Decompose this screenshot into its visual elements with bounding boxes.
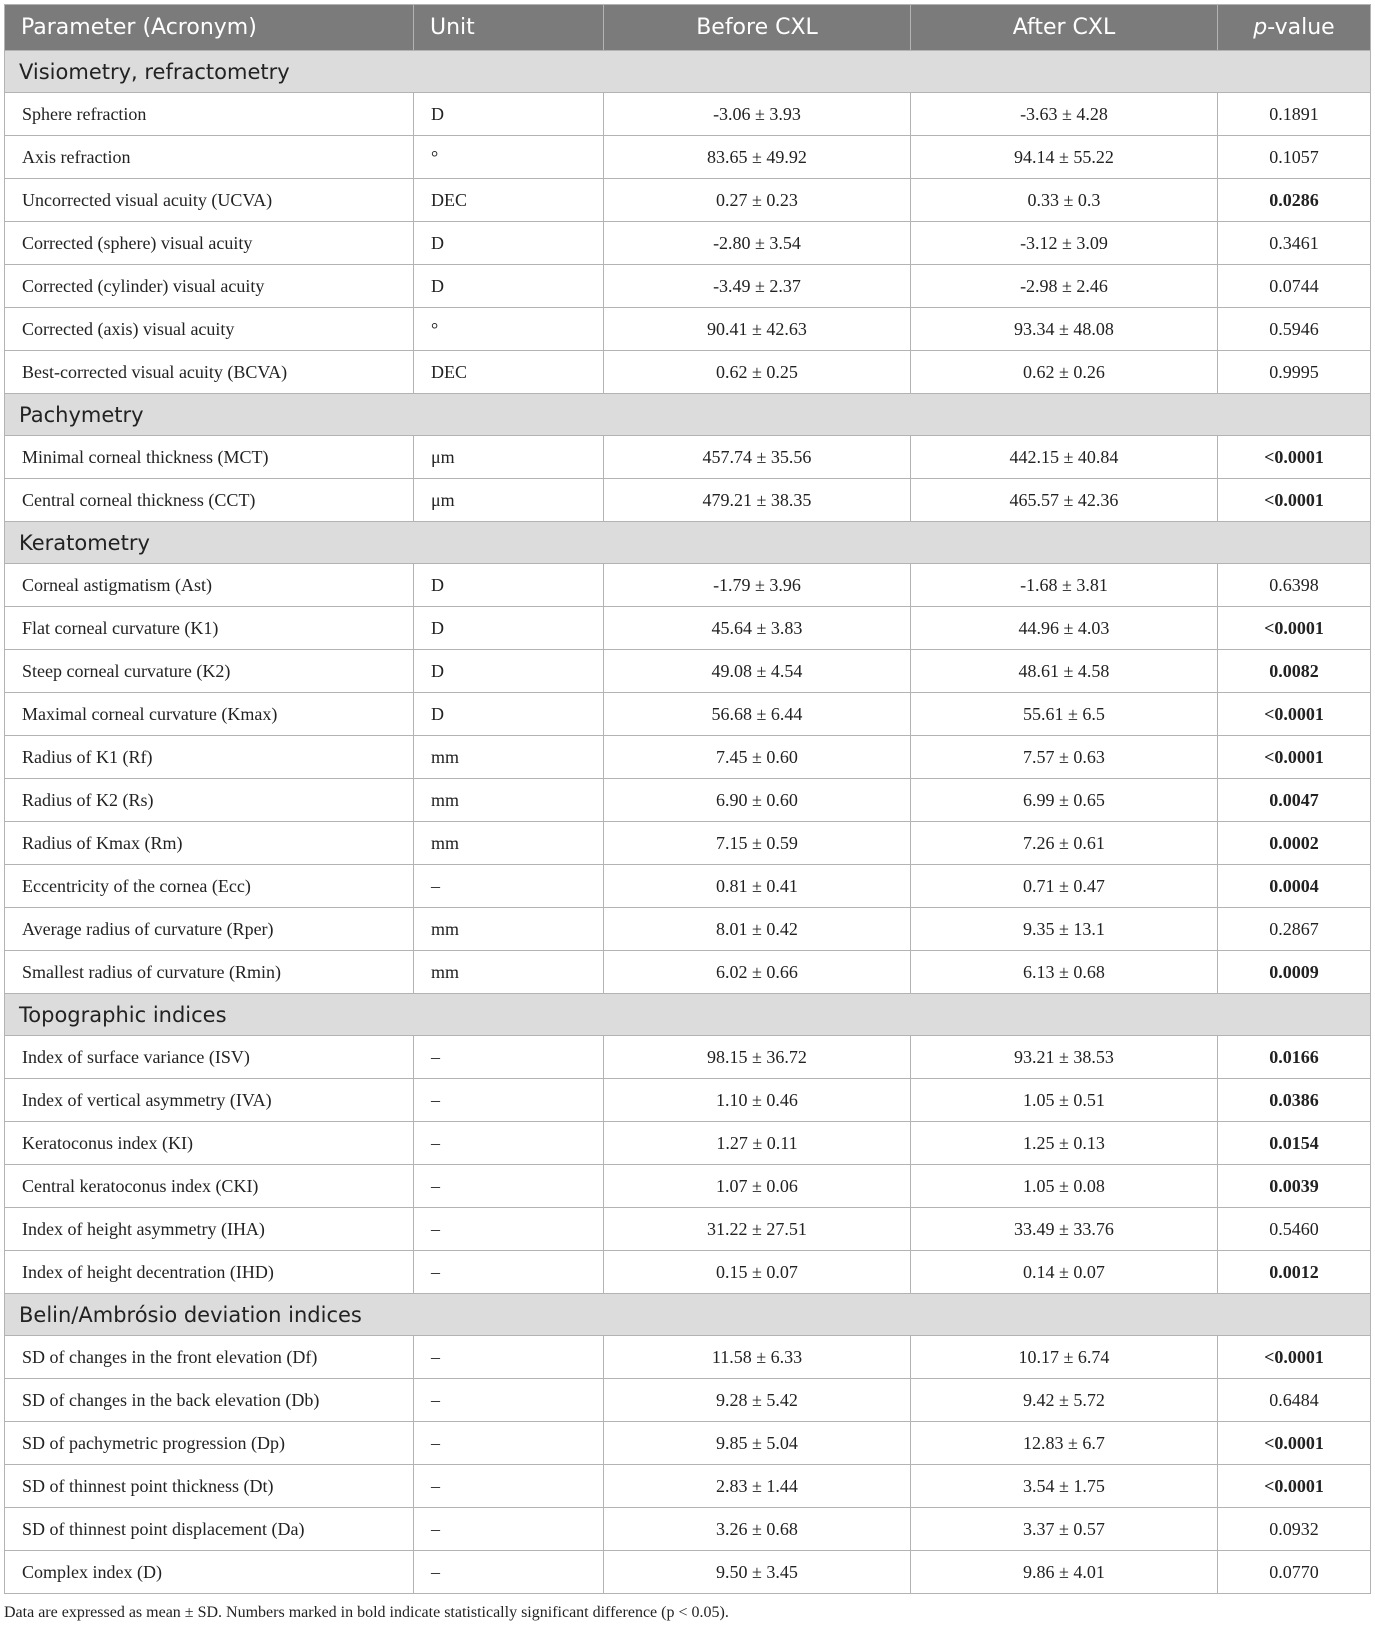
table-row: [5, 1422, 1371, 1465]
results-table: [4, 4, 1371, 1594]
before-cxl-cell: 1.07 ± 0.06: [604, 1165, 911, 1208]
before-cxl-cell: 9.50 ± 3.45: [604, 1551, 911, 1594]
parameter-cell: Central corneal thickness (CCT): [5, 479, 414, 522]
after-cxl-cell: 0.71 ± 0.47: [911, 865, 1218, 908]
unit-cell: –: [414, 1551, 604, 1594]
p-value-cell: 0.0386: [1218, 1079, 1371, 1122]
section-title: Belin/Ambrósio deviation indices: [5, 1294, 1371, 1336]
after-cxl-cell: 10.17 ± 6.74: [911, 1336, 1218, 1379]
table-row: [5, 564, 1371, 607]
p-value-cell: 0.6484: [1218, 1379, 1371, 1422]
after-cxl-cell: 3.54 ± 1.75: [911, 1465, 1218, 1508]
unit-cell: –: [414, 1251, 604, 1294]
parameter-cell: Corrected (cylinder) visual acuity: [5, 265, 414, 308]
parameter-cell: Radius of K1 (Rf): [5, 736, 414, 779]
after-cxl-cell: 12.83 ± 6.7: [911, 1422, 1218, 1465]
parameter-cell: Maximal corneal curvature (Kmax): [5, 693, 414, 736]
p-value-cell: 0.1057: [1218, 136, 1371, 179]
table-row: [5, 1251, 1371, 1294]
before-cxl-cell: 479.21 ± 38.35: [604, 479, 911, 522]
before-cxl-cell: 6.90 ± 0.60: [604, 779, 911, 822]
parameter-cell: Corneal astigmatism (Ast): [5, 564, 414, 607]
table-row: [5, 308, 1371, 351]
before-cxl-cell: 56.68 ± 6.44: [604, 693, 911, 736]
after-cxl-cell: 7.26 ± 0.61: [911, 822, 1218, 865]
p-value-cell: 0.0744: [1218, 265, 1371, 308]
header-p-italic: p: [1253, 15, 1268, 40]
after-cxl-cell: 44.96 ± 4.03: [911, 607, 1218, 650]
unit-cell: –: [414, 1079, 604, 1122]
section-header-row: [5, 394, 1371, 436]
before-cxl-cell: -2.80 ± 3.54: [604, 222, 911, 265]
unit-cell: D: [414, 693, 604, 736]
section-title: Keratometry: [5, 522, 1371, 564]
section-header-row: [5, 51, 1371, 93]
p-value-cell: 0.3461: [1218, 222, 1371, 265]
unit-cell: μm: [414, 479, 604, 522]
p-value-cell: 0.1891: [1218, 93, 1371, 136]
parameter-cell: Radius of Kmax (Rm): [5, 822, 414, 865]
table-row: [5, 693, 1371, 736]
table-row: [5, 1122, 1371, 1165]
parameter-cell: Corrected (axis) visual acuity: [5, 308, 414, 351]
unit-cell: D: [414, 650, 604, 693]
table-row: [5, 607, 1371, 650]
table-body: [5, 51, 1371, 1594]
unit-cell: DEC: [414, 179, 604, 222]
before-cxl-cell: 7.45 ± 0.60: [604, 736, 911, 779]
before-cxl-cell: 90.41 ± 42.63: [604, 308, 911, 351]
unit-cell: –: [414, 1465, 604, 1508]
unit-cell: mm: [414, 736, 604, 779]
unit-cell: –: [414, 1122, 604, 1165]
section-header-row: [5, 1294, 1371, 1336]
after-cxl-cell: -2.98 ± 2.46: [911, 265, 1218, 308]
table-row: [5, 908, 1371, 951]
unit-cell: μm: [414, 436, 604, 479]
table-row: [5, 1079, 1371, 1122]
after-cxl-cell: -1.68 ± 3.81: [911, 564, 1218, 607]
parameter-cell: SD of changes in the front elevation (Df): [5, 1336, 414, 1379]
table-row: [5, 179, 1371, 222]
parameter-cell: Best-corrected visual acuity (BCVA): [5, 351, 414, 394]
parameter-cell: Axis refraction: [5, 136, 414, 179]
parameter-cell: Index of height decentration (IHD): [5, 1251, 414, 1294]
header-p-value: [1218, 5, 1371, 51]
before-cxl-cell: 457.74 ± 35.56: [604, 436, 911, 479]
section-header-row: [5, 994, 1371, 1036]
before-cxl-cell: 9.28 ± 5.42: [604, 1379, 911, 1422]
table-footnote: Data are expressed as mean ± SD. Numbers marked in bold indicate statistically significant difference (p < 0.05).: [4, 1604, 729, 1621]
before-cxl-cell: -3.06 ± 3.93: [604, 93, 911, 136]
unit-cell: °: [414, 136, 604, 179]
p-value-cell: 0.0166: [1218, 1036, 1371, 1079]
table-row: [5, 736, 1371, 779]
before-cxl-cell: 2.83 ± 1.44: [604, 1465, 911, 1508]
before-cxl-cell: 0.81 ± 0.41: [604, 865, 911, 908]
p-value-cell: 0.0009: [1218, 951, 1371, 994]
table-row: [5, 222, 1371, 265]
parameter-cell: Sphere refraction: [5, 93, 414, 136]
before-cxl-cell: 11.58 ± 6.33: [604, 1336, 911, 1379]
table-row: [5, 1508, 1371, 1551]
p-value-cell: 0.0154: [1218, 1122, 1371, 1165]
after-cxl-cell: 6.99 ± 0.65: [911, 779, 1218, 822]
unit-cell: –: [414, 1508, 604, 1551]
table-row: [5, 479, 1371, 522]
before-cxl-cell: -3.49 ± 2.37: [604, 265, 911, 308]
p-value-cell: <0.0001: [1218, 607, 1371, 650]
before-cxl-cell: 0.62 ± 0.25: [604, 351, 911, 394]
header-before-cxl: Before CXL: [604, 5, 911, 51]
unit-cell: –: [414, 1422, 604, 1465]
unit-cell: D: [414, 564, 604, 607]
parameter-cell: Average radius of curvature (Rper): [5, 908, 414, 951]
parameter-cell: Steep corneal curvature (K2): [5, 650, 414, 693]
before-cxl-cell: 0.15 ± 0.07: [604, 1251, 911, 1294]
unit-cell: –: [414, 1036, 604, 1079]
after-cxl-cell: 1.05 ± 0.08: [911, 1165, 1218, 1208]
table-row: [5, 436, 1371, 479]
table-row: [5, 1165, 1371, 1208]
parameter-cell: SD of thinnest point displacement (Da): [5, 1508, 414, 1551]
unit-cell: mm: [414, 908, 604, 951]
parameter-cell: Smallest radius of curvature (Rmin): [5, 951, 414, 994]
parameter-cell: Corrected (sphere) visual acuity: [5, 222, 414, 265]
after-cxl-cell: 0.14 ± 0.07: [911, 1251, 1218, 1294]
p-value-cell: 0.0770: [1218, 1551, 1371, 1594]
p-value-cell: 0.0047: [1218, 779, 1371, 822]
after-cxl-cell: 0.62 ± 0.26: [911, 351, 1218, 394]
before-cxl-cell: 9.85 ± 5.04: [604, 1422, 911, 1465]
p-value-cell: <0.0001: [1218, 1422, 1371, 1465]
p-value-cell: 0.0012: [1218, 1251, 1371, 1294]
parameter-cell: Central keratoconus index (CKI): [5, 1165, 414, 1208]
table-row: [5, 1551, 1371, 1594]
before-cxl-cell: 1.27 ± 0.11: [604, 1122, 911, 1165]
table-row: [5, 865, 1371, 908]
parameter-cell: Flat corneal curvature (K1): [5, 607, 414, 650]
after-cxl-cell: 93.21 ± 38.53: [911, 1036, 1218, 1079]
after-cxl-cell: -3.63 ± 4.28: [911, 93, 1218, 136]
p-value-cell: 0.6398: [1218, 564, 1371, 607]
p-value-cell: <0.0001: [1218, 1336, 1371, 1379]
after-cxl-cell: -3.12 ± 3.09: [911, 222, 1218, 265]
section-title: Pachymetry: [5, 394, 1371, 436]
table-row: [5, 650, 1371, 693]
unit-cell: –: [414, 1379, 604, 1422]
parameter-cell: Index of surface variance (ISV): [5, 1036, 414, 1079]
before-cxl-cell: -1.79 ± 3.96: [604, 564, 911, 607]
parameter-cell: Index of vertical asymmetry (IVA): [5, 1079, 414, 1122]
before-cxl-cell: 8.01 ± 0.42: [604, 908, 911, 951]
section-header-row: [5, 522, 1371, 564]
unit-cell: mm: [414, 779, 604, 822]
p-value-cell: 0.9995: [1218, 351, 1371, 394]
parameter-cell: Complex index (D): [5, 1551, 414, 1594]
unit-cell: –: [414, 1208, 604, 1251]
unit-cell: D: [414, 265, 604, 308]
table-row: [5, 822, 1371, 865]
unit-cell: mm: [414, 822, 604, 865]
table-row: [5, 1208, 1371, 1251]
p-value-cell: 0.0004: [1218, 865, 1371, 908]
after-cxl-cell: 442.15 ± 40.84: [911, 436, 1218, 479]
unit-cell: D: [414, 607, 604, 650]
p-value-cell: 0.0082: [1218, 650, 1371, 693]
parameter-cell: Eccentricity of the cornea (Ecc): [5, 865, 414, 908]
p-value-cell: 0.0932: [1218, 1508, 1371, 1551]
parameter-cell: Uncorrected visual acuity (UCVA): [5, 179, 414, 222]
after-cxl-cell: 9.42 ± 5.72: [911, 1379, 1218, 1422]
after-cxl-cell: 1.05 ± 0.51: [911, 1079, 1218, 1122]
table-row: [5, 951, 1371, 994]
p-value-cell: 0.0039: [1218, 1165, 1371, 1208]
table-row: [5, 1379, 1371, 1422]
table-row: [5, 1036, 1371, 1079]
table-row: [5, 351, 1371, 394]
header-unit: Unit: [414, 5, 604, 51]
unit-cell: D: [414, 222, 604, 265]
p-value-cell: 0.0002: [1218, 822, 1371, 865]
p-value-cell: <0.0001: [1218, 736, 1371, 779]
before-cxl-cell: 49.08 ± 4.54: [604, 650, 911, 693]
table-row: [5, 93, 1371, 136]
after-cxl-cell: 94.14 ± 55.22: [911, 136, 1218, 179]
unit-cell: –: [414, 1165, 604, 1208]
before-cxl-cell: 0.27 ± 0.23: [604, 179, 911, 222]
after-cxl-cell: 1.25 ± 0.13: [911, 1122, 1218, 1165]
p-value-cell: 0.5460: [1218, 1208, 1371, 1251]
after-cxl-cell: 93.34 ± 48.08: [911, 308, 1218, 351]
after-cxl-cell: 48.61 ± 4.58: [911, 650, 1218, 693]
after-cxl-cell: 6.13 ± 0.68: [911, 951, 1218, 994]
p-value-cell: <0.0001: [1218, 693, 1371, 736]
after-cxl-cell: 7.57 ± 0.63: [911, 736, 1218, 779]
unit-cell: mm: [414, 951, 604, 994]
unit-cell: –: [414, 865, 604, 908]
p-value-cell: <0.0001: [1218, 1465, 1371, 1508]
table-row: [5, 136, 1371, 179]
p-value-cell: 0.0286: [1218, 179, 1371, 222]
parameter-cell: SD of thinnest point thickness (Dt): [5, 1465, 414, 1508]
parameter-cell: Radius of K2 (Rs): [5, 779, 414, 822]
parameter-cell: Minimal corneal thickness (MCT): [5, 436, 414, 479]
before-cxl-cell: 98.15 ± 36.72: [604, 1036, 911, 1079]
table-row: [5, 265, 1371, 308]
before-cxl-cell: 45.64 ± 3.83: [604, 607, 911, 650]
header-parameter: Parameter (Acronym): [5, 5, 414, 51]
unit-cell: D: [414, 93, 604, 136]
p-value-cell: <0.0001: [1218, 479, 1371, 522]
header-p-suffix: -value: [1267, 15, 1335, 40]
after-cxl-cell: 465.57 ± 42.36: [911, 479, 1218, 522]
p-value-cell: <0.0001: [1218, 436, 1371, 479]
parameter-cell: SD of pachymetric progression (Dp): [5, 1422, 414, 1465]
section-title: Topographic indices: [5, 994, 1371, 1036]
before-cxl-cell: 83.65 ± 49.92: [604, 136, 911, 179]
before-cxl-cell: 31.22 ± 27.51: [604, 1208, 911, 1251]
before-cxl-cell: 6.02 ± 0.66: [604, 951, 911, 994]
before-cxl-cell: 3.26 ± 0.68: [604, 1508, 911, 1551]
parameter-cell: SD of changes in the back elevation (Db): [5, 1379, 414, 1422]
after-cxl-cell: 0.33 ± 0.3: [911, 179, 1218, 222]
p-value-cell: 0.2867: [1218, 908, 1371, 951]
after-cxl-cell: 33.49 ± 33.76: [911, 1208, 1218, 1251]
unit-cell: °: [414, 308, 604, 351]
unit-cell: DEC: [414, 351, 604, 394]
unit-cell: –: [414, 1336, 604, 1379]
table-header-row: [5, 5, 1371, 51]
after-cxl-cell: 9.86 ± 4.01: [911, 1551, 1218, 1594]
parameter-cell: Keratoconus index (KI): [5, 1122, 414, 1165]
after-cxl-cell: 55.61 ± 6.5: [911, 693, 1218, 736]
section-title: Visiometry, refractometry: [5, 51, 1371, 93]
table-row: [5, 1336, 1371, 1379]
before-cxl-cell: 7.15 ± 0.59: [604, 822, 911, 865]
parameter-cell: Index of height asymmetry (IHA): [5, 1208, 414, 1251]
p-value-cell: 0.5946: [1218, 308, 1371, 351]
after-cxl-cell: 9.35 ± 13.1: [911, 908, 1218, 951]
before-cxl-cell: 1.10 ± 0.46: [604, 1079, 911, 1122]
after-cxl-cell: 3.37 ± 0.57: [911, 1508, 1218, 1551]
table-row: [5, 779, 1371, 822]
table-row: [5, 1465, 1371, 1508]
header-after-cxl: After CXL: [911, 5, 1218, 51]
